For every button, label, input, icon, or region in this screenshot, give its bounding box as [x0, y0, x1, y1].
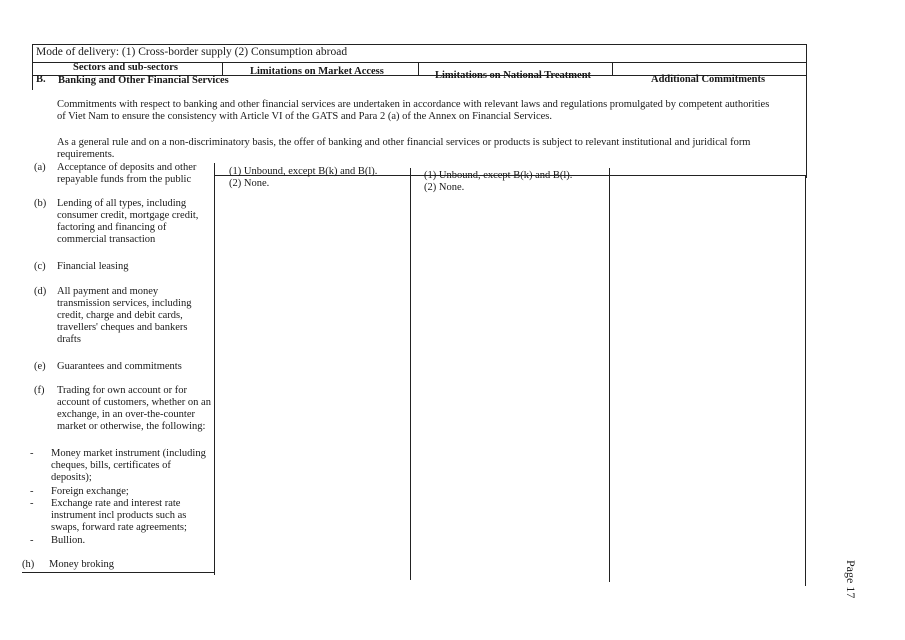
section-title: Banking and Other Financial Services — [58, 75, 229, 86]
item-h-label: (h) — [22, 559, 35, 570]
item-c-text: Financial leasing — [57, 261, 129, 272]
section-paragraph-2-line-1: As a general rule and on a non-discriminatory basis, the offer of banking and other financial services or products is subject to relevant institutional and juridical form — [57, 137, 751, 148]
body-bottom-line — [22, 572, 215, 573]
body-column-line-2 — [410, 168, 411, 580]
table-left-border — [32, 44, 33, 90]
table-top-border — [32, 44, 807, 45]
item-f-label: (f) — [34, 385, 45, 396]
national-treatment-line-2: (2) None. — [424, 182, 465, 193]
subitem-bullet-3: - — [30, 498, 34, 509]
market-access-line-1: (1) Unbound, except B(k) and B(l). — [229, 166, 378, 177]
item-e-text: Guarantees and commitments — [57, 361, 182, 372]
item-h-text: Money broking — [49, 559, 115, 570]
mode-of-delivery: Mode of delivery: (1) Cross-border supply (2) Consumption abroad — [36, 46, 348, 58]
subitem-exchange-rate: Exchange rate and interest rate instrument incl products such as swaps, forward rate agreements; — [51, 498, 187, 533]
item-e-label: (e) — [34, 361, 46, 372]
national-treatment-line-1: (1) Unbound, except B(k) and B(l). — [424, 170, 573, 181]
body-column-line-4 — [805, 176, 806, 586]
table-right-border-top — [806, 44, 807, 178]
body-column-line-1 — [214, 163, 215, 575]
item-b-text: Lending of all types, including consumer credit, mortgage credit, factoring and financing of commercial transaction — [57, 198, 199, 245]
body-column-line-3 — [609, 168, 610, 582]
item-a-text: Acceptance of deposits and other repayable funds from the public — [57, 162, 197, 185]
market-access-line-2: (2) None. — [229, 178, 270, 189]
subitem-bullet-1: - — [30, 448, 34, 459]
page-number: Page 17 — [844, 560, 858, 599]
item-d-text: All payment and money transmission services, including credit, charge and debit cards, travellers' cheques and bankers drafts — [57, 286, 192, 345]
header-divider-3 — [612, 62, 613, 75]
section-paragraph-1-line-1: Commitments with respect to banking and other financial services are undertaken in accordance with relevant laws and regulations promulgated by competent authorities — [57, 99, 770, 110]
header-market-access: Limitations on Market Access — [250, 66, 384, 77]
item-b-label: (b) — [34, 198, 47, 209]
subitem-bullion: Bullion. — [51, 535, 86, 546]
item-c-label: (c) — [34, 261, 46, 272]
header-divider-2 — [418, 62, 419, 75]
header-sectors: Sectors and sub-sectors — [73, 62, 178, 73]
subitem-bullet-2: - — [30, 486, 34, 497]
header-additional-commitments: Additional Commitments — [651, 74, 766, 85]
section-paragraph-1-line-2: of Viet Nam to ensure the consistency with Article VI of the GATS and Para 2 (a) of the Annex on Financial Services. — [57, 111, 552, 122]
header-divider-1 — [222, 62, 223, 75]
subitem-foreign-exchange: Foreign exchange; — [51, 486, 129, 497]
subitem-bullet-4: - — [30, 535, 34, 546]
section-paragraph-2-line-2: requirements. — [57, 149, 115, 160]
item-a-label: (a) — [34, 162, 46, 173]
header-national-treatment: Limitations on National Treatment — [435, 70, 592, 81]
subitem-money-market: Money market instrument (including cheques, bills, certificates of deposits); — [51, 448, 206, 483]
section-number: B. — [36, 74, 46, 85]
item-d-label: (d) — [34, 286, 47, 297]
item-f-text: Trading for own account or for account of customers, whether on an exchange, in an over-the-counter market or otherwise, the following: — [57, 385, 211, 432]
